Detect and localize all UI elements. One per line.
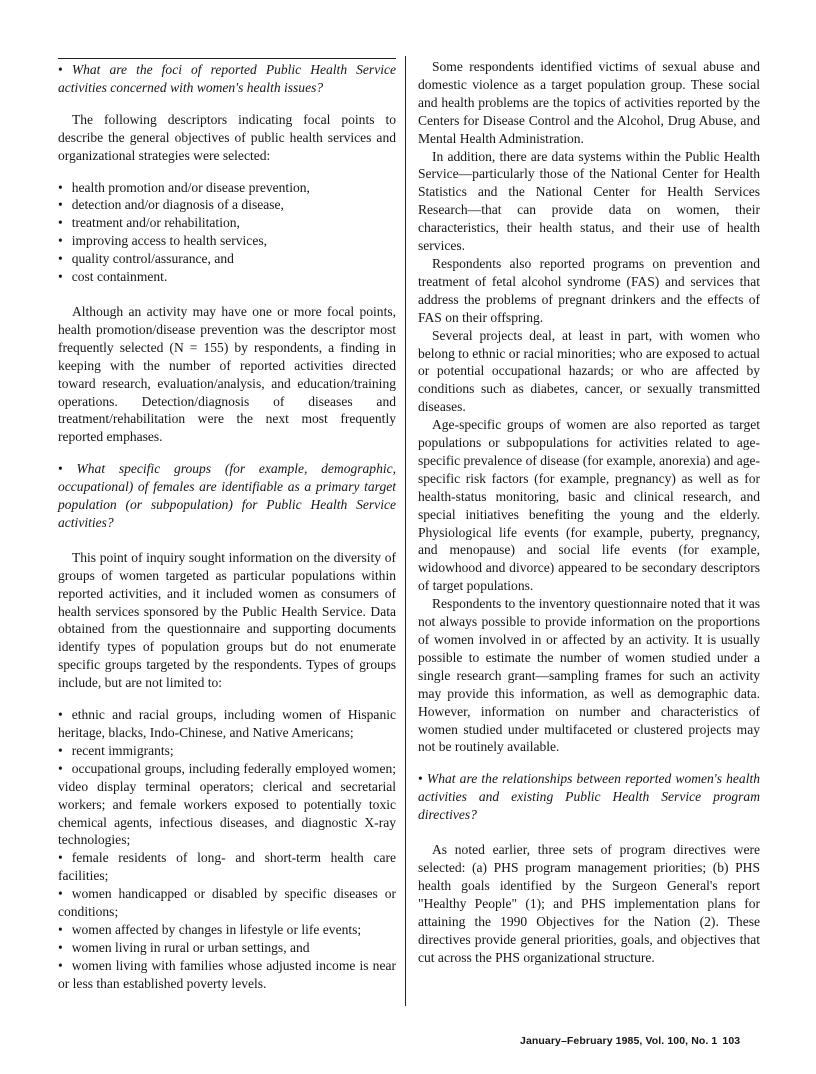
paragraph-minorities: Several projects deal, at least in part, with women who belong to ethnic or racial minorities; who are exposed to actual or potential occupational hazards; or who are affected by conditions such as diabetes, cancer, or sexually transmitted diseases.	[418, 327, 760, 415]
list-item: • women handicapped or disabled by specific diseases or conditions;	[58, 885, 396, 921]
list-item: • female residents of long- and short-term health care facilities;	[58, 849, 396, 885]
paragraph-focal-points: Although an activity may have one or more focal points, health promotion/disease prevention was the descriptor most frequently selected (N = 155) by respondents, a finding in keeping with the number of reported activities directed toward research, evaluation/analysis, and education/training operations. Detection/diagnosis of diseases and treatment/rehabilitation were the next most frequently reported emphases.	[58, 303, 396, 445]
list-item: • detection and/or diagnosis of a disease,	[58, 196, 396, 214]
question-bullet: •	[418, 771, 423, 787]
list-item: • occupational groups, including federally employed women; video display terminal operators; clerical and secretarial workers; and female workers exposed to potentially toxic chemical agents, infectious diseases, and diagnostic X-ray technologies;	[58, 760, 396, 850]
right-column	[418, 58, 760, 966]
question-text: What specific groups (for example, demographic, occupational) of females are identifiable as a primary target population (or subpopulation) for Public Health Service activities?	[58, 461, 397, 530]
list-item: • cost containment.	[58, 268, 396, 286]
question-bullet: •	[58, 62, 63, 77]
list-item: • treatment and/or rehabilitation,	[58, 214, 396, 232]
paragraph-sexual-abuse: Some respondents identified victims of sexual abuse and domestic violence as a target population group. These social and health problems are the topics of activities reported by the Centers for Disease Control and the Alcohol, Drug Abuse, and Mental Health Administration.	[418, 59, 760, 146]
paragraph-age-specific: Age-specific groups of women are also reported as target populations or subpopulations for activities related to age-specific prevalence of disease (for example, anorexia) and age-specific risk factors (for example, pregnancy) as well as for health-status monitoring, basic and clinical research, and special initiatives benefiting the young and the elderly. Physiological life events (for example, puberty, pregnancy, and menopause) and social life events (for example, widowhood and divorce) appeared to be secondary descriptors of target populations.	[418, 417, 760, 594]
paragraph-program-directives: As noted earlier, three sets of program directives were selected: (a) PHS program management priorities; (b) PHS health goals identified by the Surgeon General's report "Healthy People" (1); and PHS implementation plans for attaining the 1990 Objectives for the Nation (2). These directives provide general priorities, goals, and objectives that cut across the PHS organizational structure.	[418, 842, 760, 965]
list-item: • improving access to health services,	[58, 232, 396, 250]
question-relationships	[418, 770, 760, 824]
list-item: • women living in rural or urban settings, and	[58, 939, 396, 957]
group-types-list	[58, 706, 396, 993]
paragraph-fas: Respondents also reported programs on prevention and treatment of fetal alcohol syndrome (FAS) and services that address the problems of pregnant drinkers and the effects of FAS on their offspring.	[418, 255, 760, 325]
paragraph-diversity: This point of inquiry sought information on the diversity of groups of women targeted as particular populations within reported activities, and it included women as consumers of health services sponsored by the Public Health Service. Data obtained from the questionnaire and supporting documents identify types of population groups but do not enumerate specific groups targeted by the respondents. Types of groups include, but are not limited to:	[58, 549, 396, 691]
question-text: What are the foci of reported Public Health Service activities concerned with women's health issues?	[58, 62, 397, 95]
question-bullet: •	[58, 461, 63, 477]
issue-citation: January–February 1985, Vol. 100, No. 1	[520, 1035, 718, 1047]
list-item: • women affected by changes in lifestyle or life events;	[58, 921, 396, 939]
page-footer	[520, 1035, 764, 1047]
list-item: • recent immigrants;	[58, 742, 396, 760]
list-item: • ethnic and racial groups, including women of Hispanic heritage, blacks, Indo-Chinese, and Native Americans;	[58, 706, 396, 742]
page-number: 103	[722, 1035, 741, 1047]
focal-points-list	[58, 179, 396, 286]
paragraph-proportions: Respondents to the inventory questionnaire noted that it was not always possible to provide information on the proportions of women involved in or affected by an activity. It is usually possible to estimate the number of women studied under a single research grant—sampling frames for such an activity may provide this information, as well as demographic data. However, information on number and characteristics of women studied under multifaceted or clustered projects may not be routinely available.	[418, 596, 760, 755]
list-item: • women living with families whose adjusted income is near or less than established poverty levels.	[58, 957, 396, 993]
list-item: • health promotion and/or disease prevention,	[58, 179, 396, 197]
column-divider	[405, 56, 406, 1006]
list-item: • quality control/assurance, and	[58, 250, 396, 268]
question-target-groups	[58, 460, 396, 532]
question-foci	[58, 61, 396, 97]
left-column	[58, 58, 396, 993]
question-text: What are the relationships between reported women's health activities and existing Public Health Service program directives?	[418, 771, 760, 823]
paragraph-data-systems: In addition, there are data systems within the Public Health Service—particularly those of the National Center for Health Statistics and the National Center for Health Services Research—that can provide data on women, their characteristics, their health status, and their use of health services.	[418, 148, 760, 254]
paragraph-descriptors: The following descriptors indicating focal points to describe the general objectives of public health services and organizational strategies were selected:	[58, 111, 396, 163]
